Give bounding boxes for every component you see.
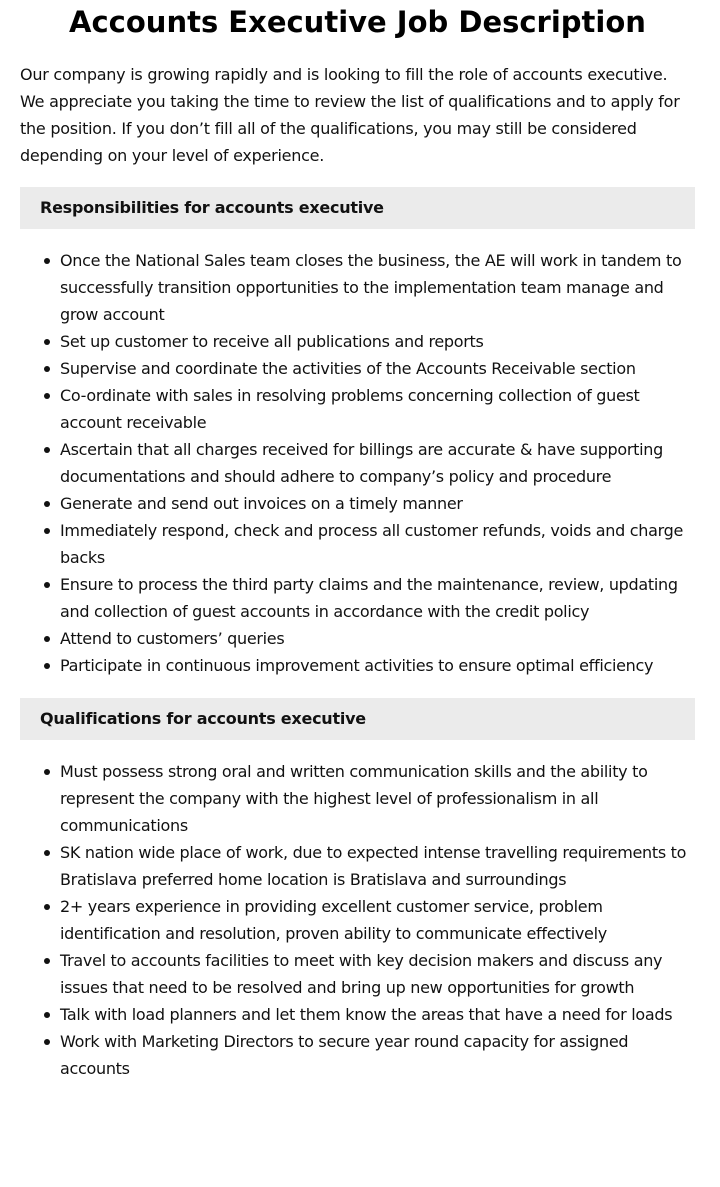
list-item-text: Travel to accounts facilities to meet with key decision makers and discuss any issues that need to be resolved and bring up new opportunities for growth: [60, 951, 663, 997]
list-item: [60, 652, 695, 679]
list-item: [60, 355, 695, 382]
list-item-text: Immediately respond, check and process all customer refunds, voids and charge backs: [60, 521, 684, 567]
bullet-icon: [44, 258, 50, 264]
list-item-text: 2+ years experience in providing excellent customer service, problem identification and resolution, proven ability to communicate effectively: [60, 897, 607, 943]
bullet-icon: [44, 636, 50, 642]
list-item: [60, 1001, 695, 1028]
list-item: [60, 1028, 695, 1082]
qualifications-heading: Qualifications for accounts executive: [20, 698, 695, 740]
list-item: [60, 625, 695, 652]
list-item-text: Co-ordinate with sales in resolving problems concerning collection of guest account receivable: [60, 386, 640, 432]
responsibilities-list: [20, 247, 695, 679]
list-item-text: Must possess strong oral and written communication skills and the ability to represent the company with the highest level of professionalism in all communications: [60, 762, 648, 835]
list-item-text: Participate in continuous improvement activities to ensure optimal efficiency: [60, 656, 654, 675]
list-item: [60, 571, 695, 625]
list-item-text: Ensure to process the third party claims and the maintenance, review, updating and collection of guest accounts in accordance with the credit policy: [60, 575, 678, 621]
bullet-icon: [44, 769, 50, 775]
list-item-text: Talk with load planners and let them know the areas that have a need for loads: [60, 1005, 673, 1024]
bullet-icon: [44, 663, 50, 669]
list-item-text: Supervise and coordinate the activities of the Accounts Receivable section: [60, 359, 636, 378]
bullet-icon: [44, 582, 50, 588]
list-item: [60, 758, 695, 839]
list-item: [60, 893, 695, 947]
list-item-text: Once the National Sales team closes the business, the AE will work in tandem to successfully transition opportunities to the implementation team manage and grow account: [60, 251, 682, 324]
bullet-icon: [44, 1039, 50, 1045]
list-item-text: Generate and send out invoices on a timely manner: [60, 494, 463, 513]
bullet-icon: [44, 850, 50, 856]
list-item: [60, 328, 695, 355]
list-item-text: SK nation wide place of work, due to expected intense travelling requirements to Bratislava preferred home location is Bratislava and surroundings: [60, 843, 687, 889]
bullet-icon: [44, 904, 50, 910]
list-item: [60, 839, 695, 893]
bullet-icon: [44, 366, 50, 372]
bullet-icon: [44, 501, 50, 507]
list-item: [60, 517, 695, 571]
bullet-icon: [44, 339, 50, 345]
list-item: [60, 382, 695, 436]
intro-paragraph: Our company is growing rapidly and is looking to fill the role of accounts executive. We appreciate you taking the time to review the list of qualifications and to apply for the position. If you don’t fill all of the qualifications, you may still be considered depending on your level of experience.: [20, 65, 680, 165]
list-item-text: Set up customer to receive all publications and reports: [60, 332, 484, 351]
list-item-text: Attend to customers’ queries: [60, 629, 285, 648]
qualifications-list: [20, 758, 695, 1082]
list-item: [60, 247, 695, 328]
bullet-icon: [44, 958, 50, 964]
list-item-text: Ascertain that all charges received for billings are accurate & have supporting documentations and should adhere to company’s policy and procedure: [60, 440, 663, 486]
list-item: [60, 490, 695, 517]
bullet-icon: [44, 393, 50, 399]
page-title: Accounts Executive Job Description: [69, 5, 646, 39]
list-item-text: Work with Marketing Directors to secure year round capacity for assigned accounts: [60, 1032, 629, 1078]
responsibilities-heading: Responsibilities for accounts executive: [20, 187, 695, 229]
bullet-icon: [44, 1012, 50, 1018]
list-item: [60, 947, 695, 1001]
bullet-icon: [44, 447, 50, 453]
list-item: [60, 436, 695, 490]
bullet-icon: [44, 528, 50, 534]
